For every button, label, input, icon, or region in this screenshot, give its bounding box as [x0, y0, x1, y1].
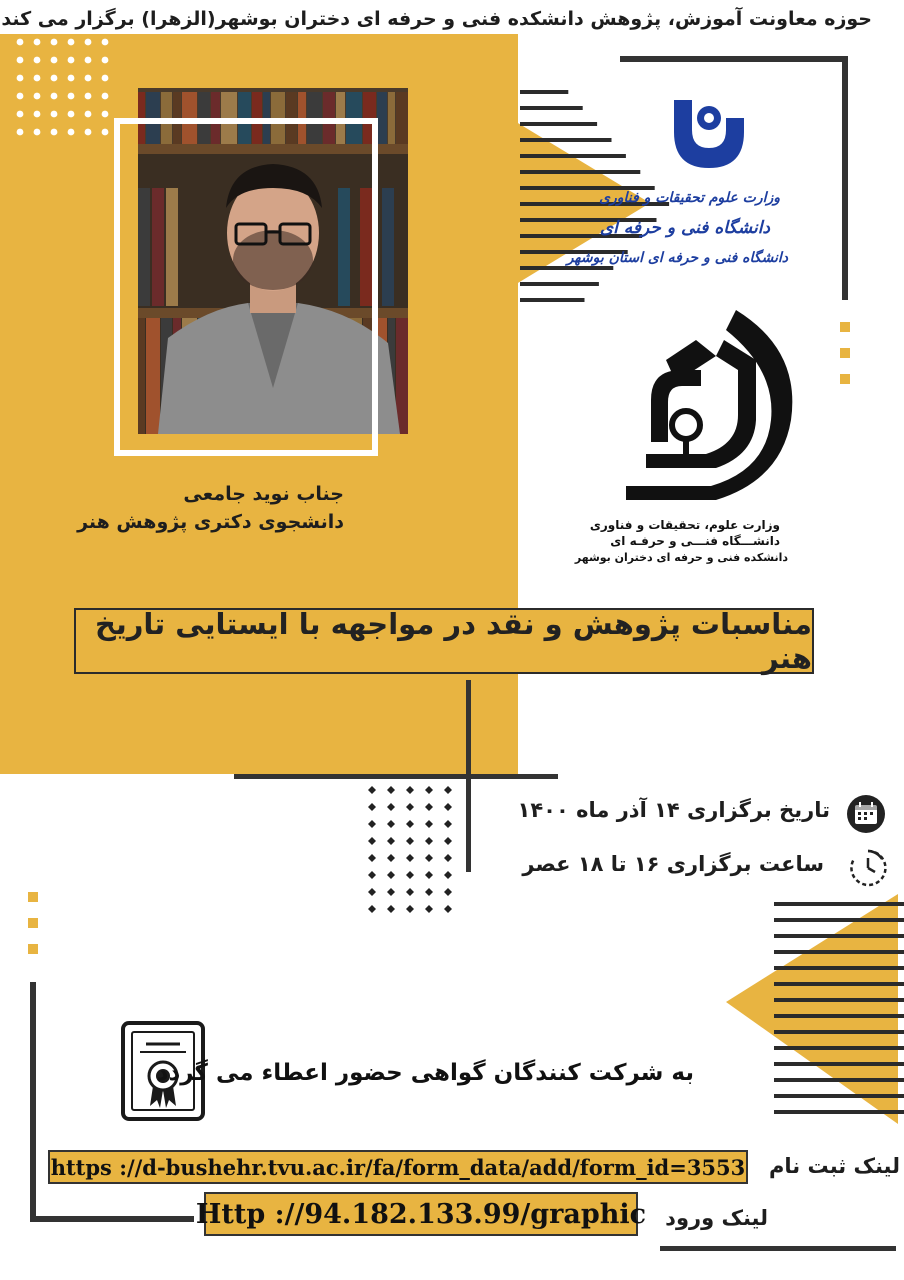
speaker-name: جناب نوید جامعی [183, 483, 344, 505]
event-time-text: ساعت برگزاری ۱۶ تا ۱۸ عصر [522, 852, 824, 876]
login-link[interactable]: Http ://94.182.133.99/graphic [204, 1192, 638, 1236]
logo-bottom-line2: دانشـــگاه فنـــی و حرفـه ای [610, 534, 780, 548]
speaker-block [24, 480, 344, 536]
frame-line-bottom [30, 1216, 194, 1222]
university-logo-top [566, 90, 800, 280]
faculty-emblem-icon [606, 300, 806, 510]
dot-grid-top-left [14, 18, 114, 148]
register-link-label: لینک ثبت نام [768, 1154, 900, 1178]
lecture-title: مناسبات پژوهش و نقد در مواجهه با ایستایی تاریخ هنر [74, 608, 814, 674]
login-link-label: لینک ورود [665, 1206, 768, 1230]
speaker-role: دانشجوی دکتری پژوهش هنر [77, 511, 344, 533]
event-date [518, 798, 830, 822]
frame-line-bottom-right [660, 1246, 896, 1251]
calendar-icon [846, 794, 886, 834]
logo-top-line1: وزارت علوم تحقیقات و فناوری [599, 190, 780, 206]
divider-horizontal [234, 774, 558, 779]
tvu-emblem-icon [664, 90, 754, 180]
logo-bottom-line3: دانشکده فنی و حرفه ای دختران بوشهر [574, 551, 788, 564]
stripe-triangle-bottom [726, 892, 904, 1128]
frame-line-left [30, 982, 36, 1222]
diamond-dot-grid [364, 782, 464, 918]
logo-top-line3: دانشگاه فنی و حرفه ای استان بوشهر [566, 250, 788, 266]
gold-squares-right [840, 322, 850, 384]
event-date-text: تاریخ برگزاری ۱۴ آذر ماه ۱۴۰۰ [517, 798, 830, 822]
clock-icon [848, 848, 888, 888]
logo-top-line2: دانشگاه فنی و حرفه ای [599, 218, 770, 238]
header-text: حوزه معاونت آموزش، پژوهش دانشکده فنی و حرفه ای دختران بوشهر(الزهرا) برگزار می کند [1, 8, 872, 30]
event-time [522, 852, 824, 876]
logo-bottom-line1: وزارت علوم، تحقیقات و فناوری [589, 518, 780, 532]
divider-vertical [466, 680, 471, 872]
frame-line-top [620, 56, 848, 62]
photo-frame [114, 118, 378, 456]
register-link[interactable]: https ://d-bushehr.tvu.ac.ir/fa/form_data/add/form_id=3553 [48, 1150, 748, 1184]
frame-line-right [842, 56, 848, 300]
faculty-logo [574, 300, 808, 580]
certificate-text: به شرکت کنندگان گواهی حضور اعطاء می گردد [156, 1060, 694, 1086]
gold-squares-left [28, 892, 38, 954]
